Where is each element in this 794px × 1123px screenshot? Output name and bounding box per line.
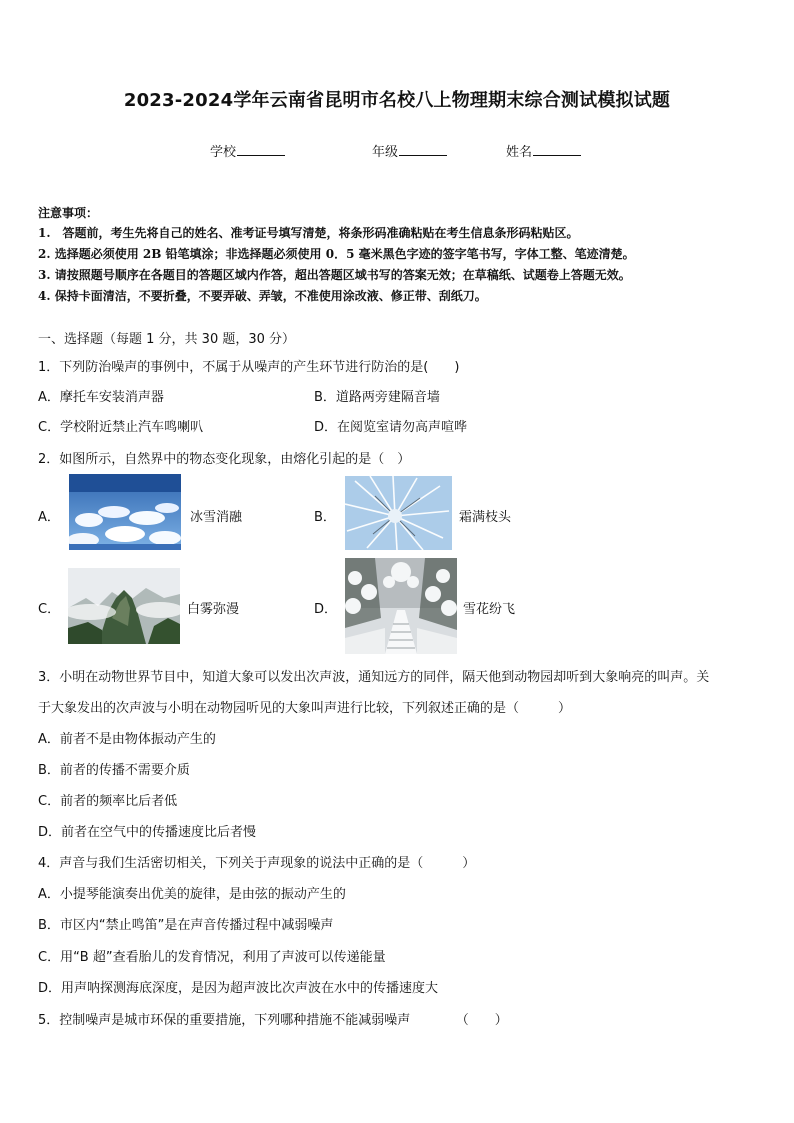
q3-option-d: D．前者在空气中的传播速度比后者慢 [38,825,257,840]
q3-option-a: A．前者不是由物体振动产生的 [38,732,216,747]
name-blank[interactable] [533,143,581,156]
page-title: 2023-2024学年云南省昆明市名校八上物理期末综合测试模拟试题 [123,90,671,111]
q1-option-b: B．道路两旁建隔音墙 [314,390,440,405]
section-heading: 一、选择题（每题 1 分，共 30 题，30 分） [38,332,296,347]
name-label: 姓名 [506,145,533,160]
q2-option-a-letter: A． [38,510,60,525]
question-2-stem: 2．如图所示，自然界中的物态变化现象，由熔化引起的是（ ） [38,452,411,467]
q2-option-d-label: 雪花纷飞 [463,602,516,617]
q3-option-c: C．前者的频率比后者低 [38,794,178,809]
grade-blank[interactable] [399,143,447,156]
name-field [506,141,581,160]
ice-melting-photo [69,474,181,550]
frost-branch-photo [345,476,452,550]
q3-option-b: B．前者的传播不需要介质 [38,763,190,778]
notice-heading: 注意事项： [38,206,99,220]
q1-option-d: D．在阅览室请勿高声喧哗 [314,420,468,435]
notice-item: 2. 选择题必须使用 2B 铅笔填涂；非选择题必须使用 0．5 毫米黑色字迹的签字笔书写，字体工整、笔迹清楚。 [38,247,635,261]
snowfall-path-photo [345,558,457,654]
question-3-stem-line2: 于大象发出的次声波与小明在动物园听见的大象叫声进行比较，下列叙述正确的是（ ） [38,701,572,716]
q1-option-c: C．学校附近禁止汽车鸣喇叭 [38,420,204,435]
q4-option-d: D．用声呐探测海底深度，是因为超声波比次声波在水中的传播速度大 [38,981,439,996]
q2-option-b-letter: B． [314,510,336,525]
question-5-stem: 5．控制噪声是城市环保的重要措施，下列哪种措施不能减弱噪声 （ ） [38,1013,508,1028]
q4-option-c: C．用“B 超”查看胎儿的发育情况，利用了声波可以传递能量 [38,950,386,965]
school-blank[interactable] [237,143,285,156]
q1-option-a: A．摩托车安装消声器 [38,390,164,405]
notice-item: 4. 保持卡面清洁，不要折叠，不要弄破、弄皱，不准使用涂改液、修正带、刮纸刀。 [38,289,487,303]
question-1-stem: 1．下列防治噪声的事例中，不属于从噪声的产生环节进行防治的是( ) [38,360,460,375]
notice-item: 1. 答题前，考生先将自己的姓名、准考证号填写清楚，将条形码准确粘贴在考生信息条形码粘贴区。 [38,226,579,240]
q2-option-c-label: 白雾弥漫 [187,602,240,617]
grade-field [372,141,447,160]
mist-mountain-photo [68,568,180,644]
q2-option-d-letter: D． [314,602,338,617]
question-3-stem-line1: 3．小明在动物世界节目中，知道大象可以发出次声波，通知远方的同伴，隔天他到动物园却听到大象响亮的叫声。关 [38,670,710,685]
q4-option-a: A．小提琴能演奏出优美的旋律，是由弦的振动产生的 [38,887,346,902]
school-field [210,141,285,160]
school-label: 学校 [210,145,237,160]
notice-item: 3. 请按照题号顺序在各题目的答题区域内作答，超出答题区域书写的答案无效；在草稿纸、试题卷上答题无效。 [38,268,631,282]
grade-label: 年级 [372,145,399,160]
q2-option-b-label: 霜满枝头 [459,510,512,525]
q2-option-c-letter: C． [38,602,61,617]
q2-option-a-label: 冰雪消融 [190,510,243,525]
q4-option-b: B．市区内“禁止鸣笛”是在声音传播过程中减弱噪声 [38,918,334,933]
question-4-stem: 4．声音与我们生活密切相关，下列关于声现象的说法中正确的是（ ） [38,856,476,871]
